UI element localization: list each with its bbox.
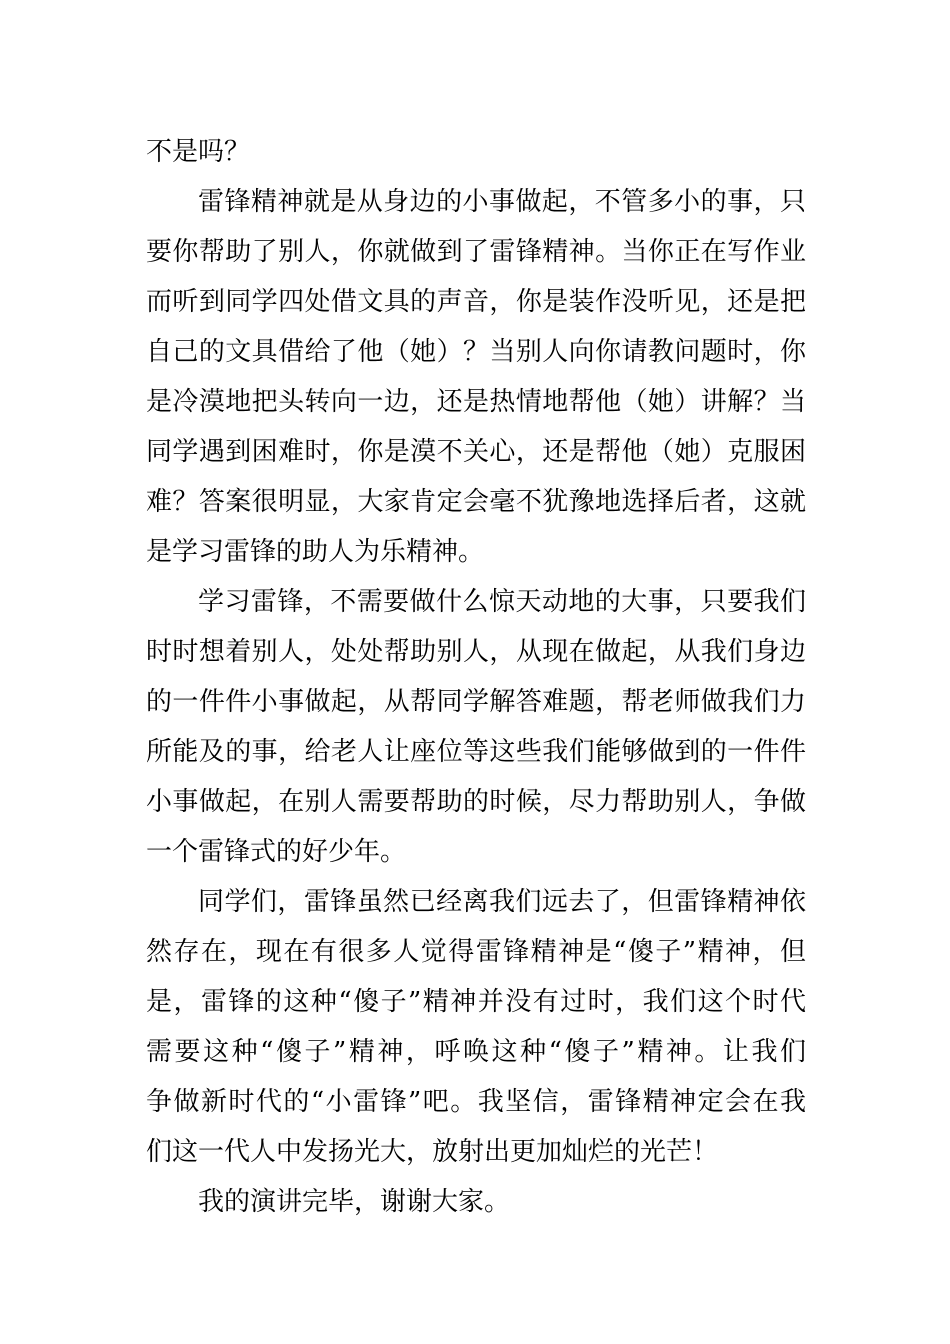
text-line: 不是吗？ xyxy=(146,137,251,167)
paragraph-p4 xyxy=(146,1177,806,1227)
text-line: 是学习雷锋的助人为乐精神。 xyxy=(146,537,485,567)
text-line: 而听到同学四处借文具的声音，你是装作没听见，还是把 xyxy=(146,287,806,317)
text-line: 小事做起，在别人需要帮助的时候，尽力帮助别人，争做 xyxy=(146,787,806,817)
text-line: 同学们，雷锋虽然已经离我们远去了，但雷锋精神依 xyxy=(198,887,806,917)
text-line: 需要这种“傻子”精神，呼唤这种“傻子”精神。让我们 xyxy=(146,1037,806,1067)
text-line: 一个雷锋式的好少年。 xyxy=(146,837,407,867)
paragraph-p3 xyxy=(146,877,806,1177)
text-line: 学习雷锋，不需要做什么惊天动地的大事，只要我们 xyxy=(198,587,806,617)
text-line: 雷锋精神就是从身边的小事做起，不管多小的事，只 xyxy=(198,187,806,217)
text-line: 自己的文具借给了他（她）？当别人向你请教问题时，你 xyxy=(146,337,806,367)
text-line: 要你帮助了别人，你就做到了雷锋精神。当你正在写作业 xyxy=(146,237,806,267)
text-line: 难？答案很明显，大家肯定会毫不犹豫地选择后者，这就 xyxy=(146,487,806,517)
text-line: 是冷漠地把头转向一边，还是热情地帮他（她）讲解？当 xyxy=(146,387,806,417)
text-line: 然存在，现在有很多人觉得雷锋精神是“傻子”精神，但 xyxy=(146,937,806,967)
text-line: 时时想着别人，处处帮助别人，从现在做起，从我们身边 xyxy=(146,637,806,667)
text-line: 同学遇到困难时，你是漠不关心，还是帮他（她）克服困 xyxy=(146,437,806,467)
paragraph-p1 xyxy=(146,177,806,577)
text-line: 所能及的事，给老人让座位等这些我们能够做到的一件件 xyxy=(146,737,806,767)
speech-text-body xyxy=(146,127,806,1227)
paragraph-p2 xyxy=(146,577,806,877)
paragraph-p0 xyxy=(146,127,806,177)
text-line: 我的演讲完毕，谢谢大家。 xyxy=(198,1187,511,1217)
text-line: 争做新时代的“小雷锋”吧。我坚信，雷锋精神定会在我 xyxy=(146,1087,806,1117)
text-line: 是，雷锋的这种“傻子”精神并没有过时，我们这个时代 xyxy=(146,987,806,1017)
text-line: 的一件件小事做起，从帮同学解答难题，帮老师做我们力 xyxy=(146,687,806,717)
text-line: 们这一代人中发扬光大，放射出更加灿烂的光芒！ xyxy=(146,1137,719,1167)
